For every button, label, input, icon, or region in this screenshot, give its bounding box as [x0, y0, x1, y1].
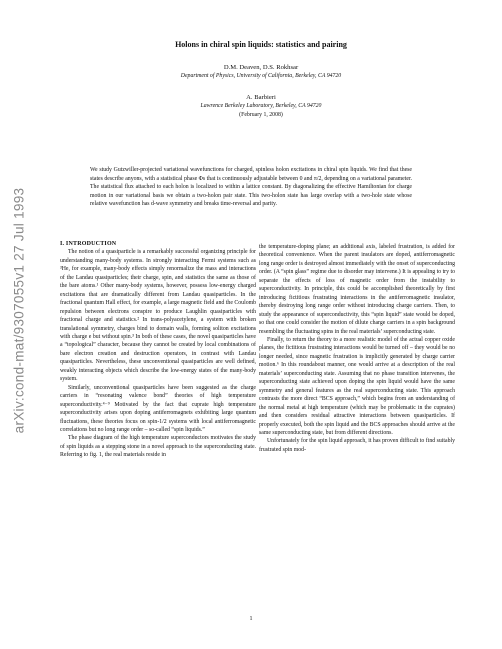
paper-date: (February 1, 2008)	[239, 112, 283, 118]
intro-paragraph-6: Unfortunately for the spin liquid approach, it has proven difficult to find suitably frustrated spin mod-	[259, 438, 455, 453]
section-heading: I. INTRODUCTION	[60, 241, 117, 247]
intro-paragraph-1: The notion of a quasiparticle is a remarkably successful organizing principle for understanding many-body systems. In strongly interacting Fermi systems such as ³He, for example, many-body effects simply renormalize the mass and interactions of the Landau quasiparticles; their charge, spin, and statistics the same as those of the bare atoms.¹ Other many-body systems, however, possess low-energy charged excitations that are dramatically different from Landau quasiparticles. In the fractional quantum Hall effect, for example, a large magnetic field and the Coulomb repulsion between electrons conspire to produce Laughlin quasiparticles with fractional charge and statistics.² In trans-polyacetylene, a system with broken translational symmetry, charges bind to domain walls, forming soliton excitations with charge e but without spin.³ In both of these cases, the novel quasiparticles have a “topological” character, because they cannot be created by local combinations of bare electron creation and destruction operators, in contrast with Landau quasiparticles. Nevertheless, these unconventional quasiparticles are well defined, weakly interacting objects which describe the low-energy states of the many-body system.	[60, 249, 256, 383]
affiliation-1: Department of Physics, University of California, Berkeley, CA 94720	[180, 73, 342, 79]
abstract: We study Gutzwiller-projected variational wavefunctions for charged, spinless holon excitations in chiral spin liquids. We find that these states describe anyons, with a statistical phase Φs that is continuously adjustable between 0 and π/2, depending on a variational parameter. The statistical flux attached to each holon is localized to within a lattice constant. By diagonalizing the effective Hamiltonian for charge motion in our variational basis we obtain a two-holon pair state. This two-holon state has large overlap with a two-hole state whose relative wavefunction has d-wave symmetry and breaks time-reversal and parity.	[90, 167, 412, 208]
left-column	[60, 240, 256, 460]
affiliation-2: Lawrence Berkeley Laboratory, Berkeley, CA 94720	[200, 103, 322, 109]
paper-title: Holons in chiral spin liquids: statistics and pairing	[175, 40, 347, 49]
arxiv-identifier: arXiv:cond-mat/9307055v1 27 Jul 1993	[11, 187, 27, 433]
intro-paragraph-5: Finally, to return the theory to a more realistic model of the actual copper oxide planes, the fictitious frustrating interactions would be turned off – they would be no longer needed, since magnetic frustration is implicitly generated by charge carrier motion.⁶ In this roundabout manner, one would arrive at a description of the real materials’ superconducting state. Assuming that no phase transition intervenes, the superconducting state achieved upon doping the spin liquid would have the same symmetry and general features as the real superconducting state. This approach contrasts the more direct “BCS approach,” which begins from an understanding of the normal metal at high temperature (which may be problematic in the cuprates) and then considers residual attractive interactions between quasiparticles. If properly executed, both the spin liquid and the BCS approaches should arrive at the same superconducting state, but from different directions.	[259, 336, 455, 436]
authors-group-2: A. Barbieri	[246, 94, 276, 101]
arxiv-sidebar-stamp	[8, 160, 30, 460]
authors-group-1: D.M. Deaven, D.S. Rokhsar	[223, 64, 299, 71]
intro-paragraph-4: the temperature-doping plane; an additional axis, labeled frustration, is added for theoretical convenience. When the parent insulators are doped, antiferromagnetic long range order is destroyed almost immediately with the onset of superconducting order. (A “spin glass” regime due to disorder may intervene.) It is appealing to try to separate the effects of loss of magnetic order from the instability to superconductivity. In principle, this could be accomplished theoretically by first introducing fictitious frustrating interactions in the antiferromagnetic insulator, thereby destroying long range order without introducing charge carriers. Then, to study the appearance of superconductivity, this “spin liquid” state would be doped, so that one could consider the motion of dilute charge carriers in a spin background resembling the fluctuating spins in the real materials’ superconducting state.	[259, 244, 455, 335]
intro-paragraph-2: Similarly, unconventional quasiparticles have been suggested as the charge carriers in “resonating valence bond” theories of high temperature superconductivity.⁴⁻⁹ Motivated by the fact that cuprate high temperature superconductivity arises upon doping antiferromagnets exhibiting large quantum fluctuations, these theories focus on spin-1/2 systems with local antiferromagnetic correlations but no long range order – so-called “spin liquids.”	[60, 384, 256, 433]
paper-header	[40, 40, 482, 120]
page-number: 1	[249, 616, 253, 622]
intro-paragraph-3: The phase diagram of the high temperature superconductors motivates the study of spin liquids as a stepping stone in a novel approach to the superconducting state. Referring to fig. 1, the real materials reside in	[60, 435, 256, 459]
right-column	[259, 243, 455, 454]
